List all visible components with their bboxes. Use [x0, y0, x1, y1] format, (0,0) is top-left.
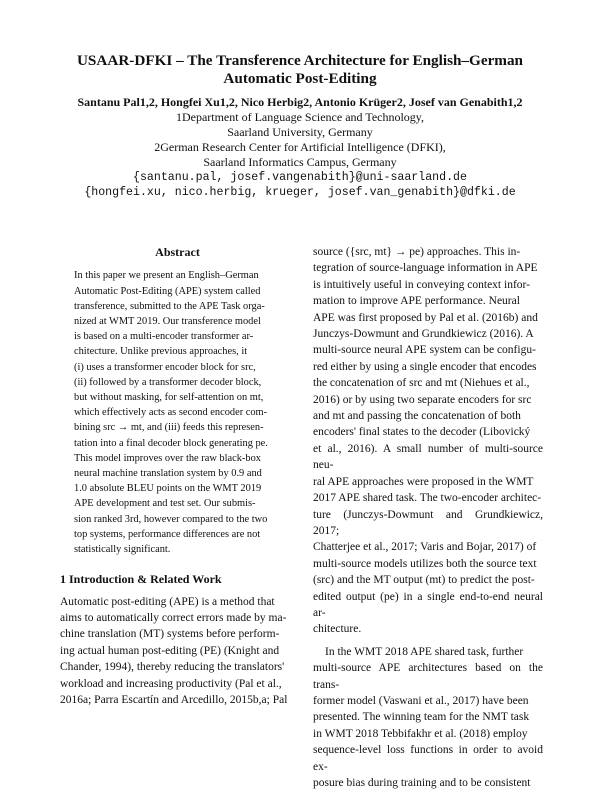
body-line: ing actual human post-editing (PE) (Knight and: [60, 644, 280, 657]
affiliation-1-line-1: 1Department of Language Science and Technology,: [175, 110, 425, 124]
body-line: Junczys-Dowmunt and Grundkiewicz (2016). A: [313, 328, 534, 341]
abstract-line: (i) uses a transformer encoder block for src,: [74, 361, 256, 373]
body-line: et al., 2016). A small number of multi-source neu-: [313, 442, 543, 472]
body-line: (src) and the MT output (mt) to predict the post-: [313, 574, 535, 587]
right-paragraph-2: [313, 644, 543, 791]
abstract-line: which effectively acts as second encoder com-: [74, 407, 268, 419]
body-line: presented. The winning team for the NMT task: [313, 711, 530, 724]
body-line: aims to automatically correct errors made by ma-: [60, 612, 287, 625]
title-line-1: USAAR-DFKI – The Transference Architecture for English–German: [76, 52, 524, 69]
abstract-line: sion ranked 3rd, however compared to the two: [74, 513, 268, 525]
body-line: in WMT 2018 Tebbifakhr et al. (2018) employ: [313, 727, 528, 740]
body-line: ral APE approaches were proposed in the WMT: [313, 475, 534, 488]
body-line: 2016a; Parra Escartín and Arcedillo, 2015b,a; Pal: [60, 694, 288, 707]
body-line: Chatterjee et al., 2017; Varis and Bojar, 2017) of: [313, 541, 537, 554]
body-line: 2016) or by using two separate encoders for src: [313, 393, 532, 406]
title-line-2: Automatic Post-Editing: [223, 70, 377, 87]
section-1-heading: 1 Introduction & Related Work: [60, 572, 222, 587]
abstract-line: transference, submitted to the APE Task orga-: [74, 300, 265, 312]
abstract-line: Automatic Post-Editing (APE) system called: [74, 285, 261, 297]
right-paragraph-1: [313, 244, 543, 638]
abstract-line: is based on a multi-encoder transformer ar-: [74, 331, 254, 343]
affiliation-2-line-1: 2German Research Center for Artificial Intelligence (DFKI),: [154, 140, 446, 154]
body-line: Chander, 1994), thereby reducing the translators': [60, 661, 285, 674]
body-line: mation to improve APE performance. Neural: [313, 295, 520, 308]
abstract-line: bining src → mt, and (iii) feeds this represen-: [74, 422, 264, 434]
author-names: Santanu Pal1,2, Hongfei Xu1,2, Nico Herbig2, Antonio Krüger2, Josef van Genabith1,2: [77, 95, 523, 109]
body-line: posure bias during training and to be consistent: [313, 777, 531, 789]
email-line-2: {hongfei.xu, nico.herbig, krueger, josef.van_genabith}@dfki.de: [84, 186, 516, 199]
abstract-line: (ii) followed by a transformer decoder block,: [74, 376, 262, 388]
body-line: workload and increasing productivity (Pal et al.,: [60, 677, 282, 690]
body-line: multi-source models utilizes both the source text: [313, 557, 537, 570]
abstract-line: neural machine translation system by 0.9 and: [74, 468, 262, 480]
abstract-line: nized at WMT 2019. Our transference model: [74, 316, 261, 328]
abstract-body: [60, 268, 288, 557]
section-1-paragraph: [60, 594, 295, 709]
body-line: multi-source APE architectures based on the trans-: [313, 662, 543, 691]
body-line: Automatic post-editing (APE) is a method that: [60, 595, 275, 608]
abstract-line: 1.0 absolute BLEU points on the WMT 2019: [74, 483, 262, 495]
body-line: sequence-level loss functions in order to avoid ex-: [313, 744, 543, 773]
body-line: multi-source neural APE system can be configu-: [313, 344, 536, 357]
body-line: source ({src, mt} → pe) approaches. This in-: [313, 246, 521, 258]
abstract-line: APE development and test set. Our submis-: [74, 498, 256, 510]
affiliation-2-line-2: Saarland Informatics Campus, Germany: [203, 155, 397, 169]
abstract-line: In this paper we present an English–German: [74, 270, 259, 282]
email-line-1: {santanu.pal, josef.vangenabith}@uni-saarland.de: [133, 171, 467, 184]
abstract-line: chitecture. Unlike previous approaches, it: [74, 346, 248, 358]
abstract-line: This model improves over the raw black-box: [74, 452, 261, 464]
body-line: 2017 APE shared task. The two-encoder architec-: [313, 492, 542, 505]
body-line: ture (Junczys-Dowmunt and Grundkiewicz, 2017;: [313, 508, 543, 537]
body-line: APE was first proposed by Pal et al. (2016b) and: [313, 311, 538, 324]
left-column: [60, 244, 295, 709]
body-line: chitecture.: [313, 623, 362, 636]
body-line: In the WMT 2018 APE shared task, further: [325, 645, 524, 658]
paper-title: [40, 52, 560, 88]
body-line: the concatenation of src and mt (Niehues et al.,: [313, 377, 530, 390]
body-line: and mt and passing the concatenation of both: [313, 410, 521, 423]
body-line: encoders' final states to the decoder (Libovický: [313, 426, 531, 439]
abstract-heading: Abstract: [155, 245, 200, 259]
abstract-line: top systems, performance differences are not: [74, 528, 261, 540]
affiliation-1-line-2: Saarland University, Germany: [227, 125, 373, 139]
abstract-line: statistically significant.: [74, 544, 171, 556]
body-line: chine translation (MT) systems before perform-: [60, 628, 280, 641]
body-line: former model (Vaswani et al., 2017) have been: [313, 694, 529, 707]
abstract-line: tation into a final decoder block generating pe.: [74, 437, 268, 449]
body-line: red either by using a single encoder that encodes: [313, 360, 537, 373]
body-line: is intuitively useful in conveying context infor-: [313, 278, 530, 291]
abstract-line: but without masking, for self-attention on mt,: [74, 392, 264, 404]
body-line: edited output (pe) in a single end-to-end neural ar-: [313, 590, 543, 619]
author-block: [40, 95, 560, 200]
right-column: [313, 244, 543, 791]
body-line: tegration of source-language information in APE: [313, 262, 538, 275]
